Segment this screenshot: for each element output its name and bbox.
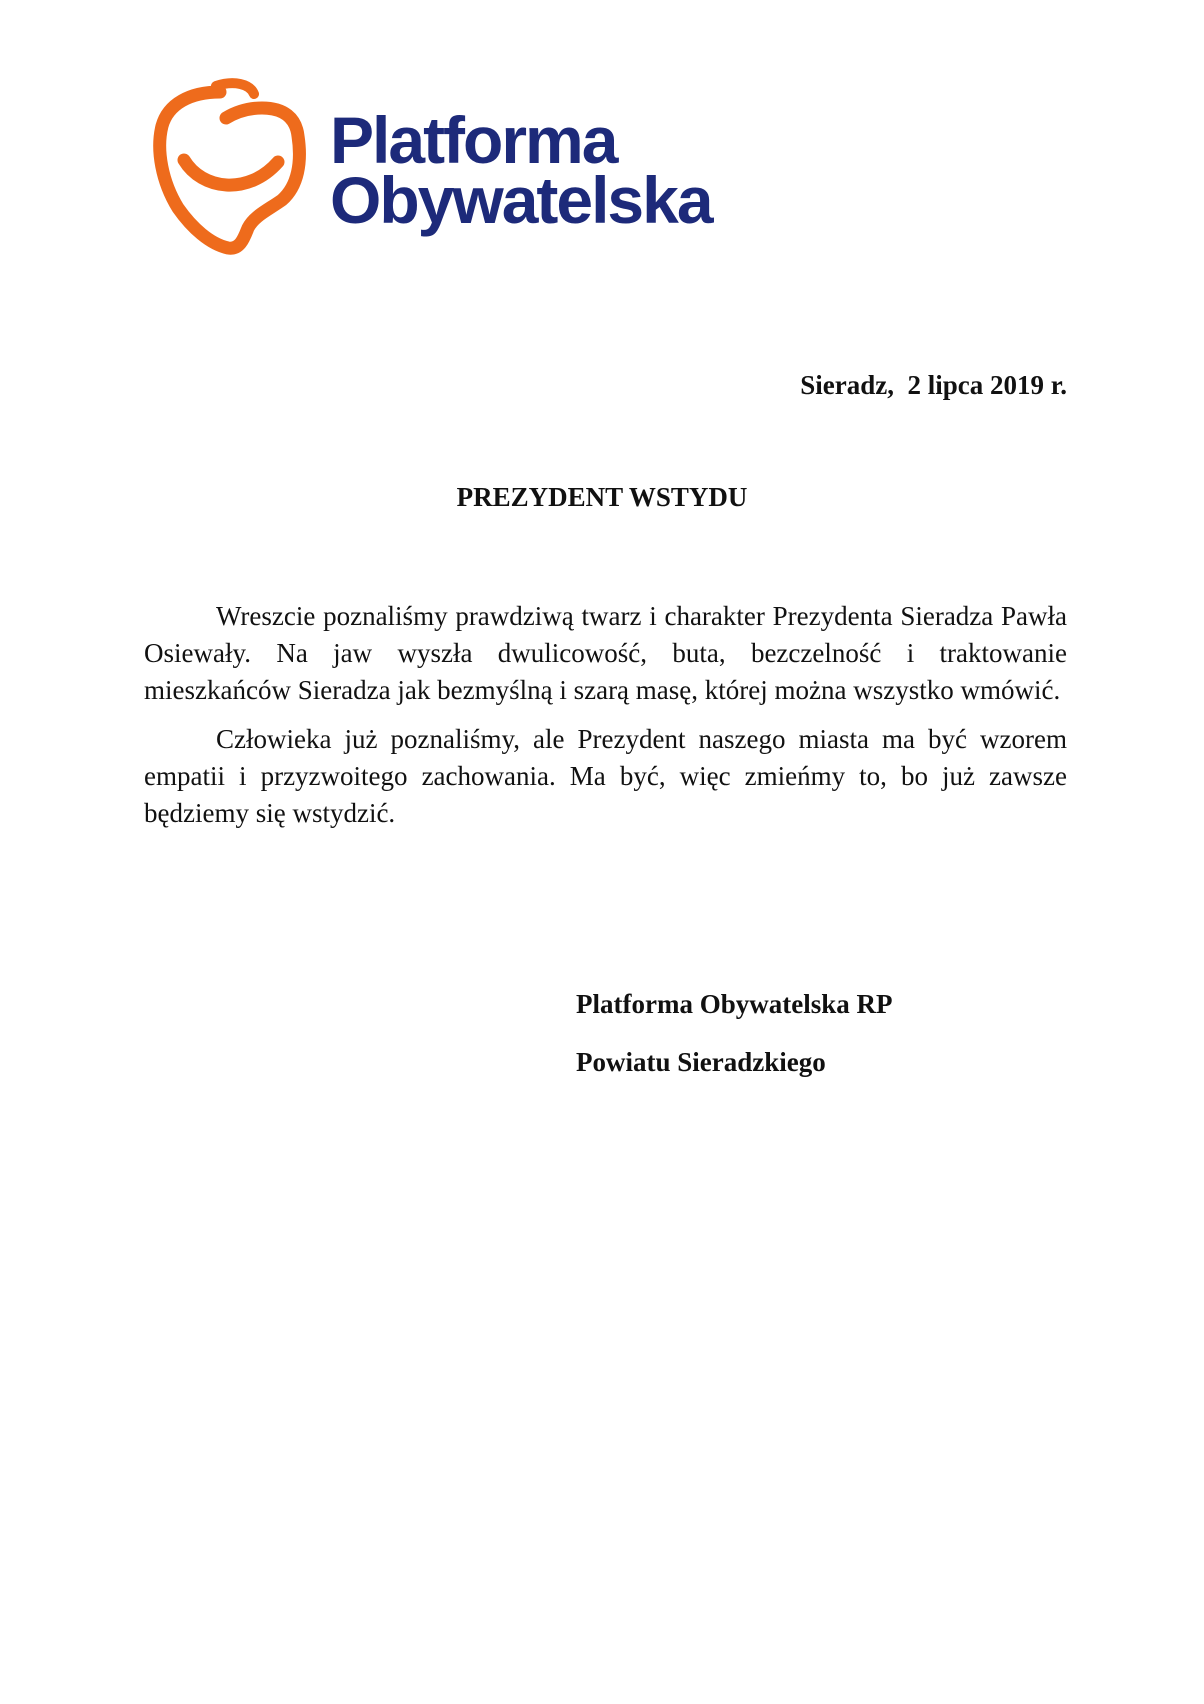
party-logo [150,78,750,258]
heart-shield-icon [150,78,330,258]
paragraph: Wreszcie poznaliśmy prawdziwą twarz i charakter Prezydenta Sieradza Pawła Osiewały. Na jaw wyszła dwulicowość, buta, bezczelność i traktowanie mieszkańców Sieradza jak bezmyślną i szarą masę, której można wszystko wmówić. [144,601,1067,705]
logo-smile [184,160,278,185]
logo-line-2: Obywatelska [330,163,712,237]
paragraph: Człowieka już poznaliśmy, ale Prezydent naszego miasta ma być wzorem empatii i przyzwoitego zachowania. Ma być, więc zmieńmy to, bo już zawsze będziemy się wstydzić. [144,724,1067,828]
document-body [144,598,1067,844]
logo-line-1: Platforma [330,103,617,177]
signature-line-1: Platforma Obywatelska RP [576,989,893,1019]
document-title: PREZYDENT WSTYDU [456,482,748,512]
date-line: Sieradz, 2 lipca 2019 r. [800,370,1067,400]
signature-line-2: Powiatu Sieradzkiego [576,1047,826,1077]
signature-block [576,975,892,1091]
logo-wordmark [330,103,712,237]
